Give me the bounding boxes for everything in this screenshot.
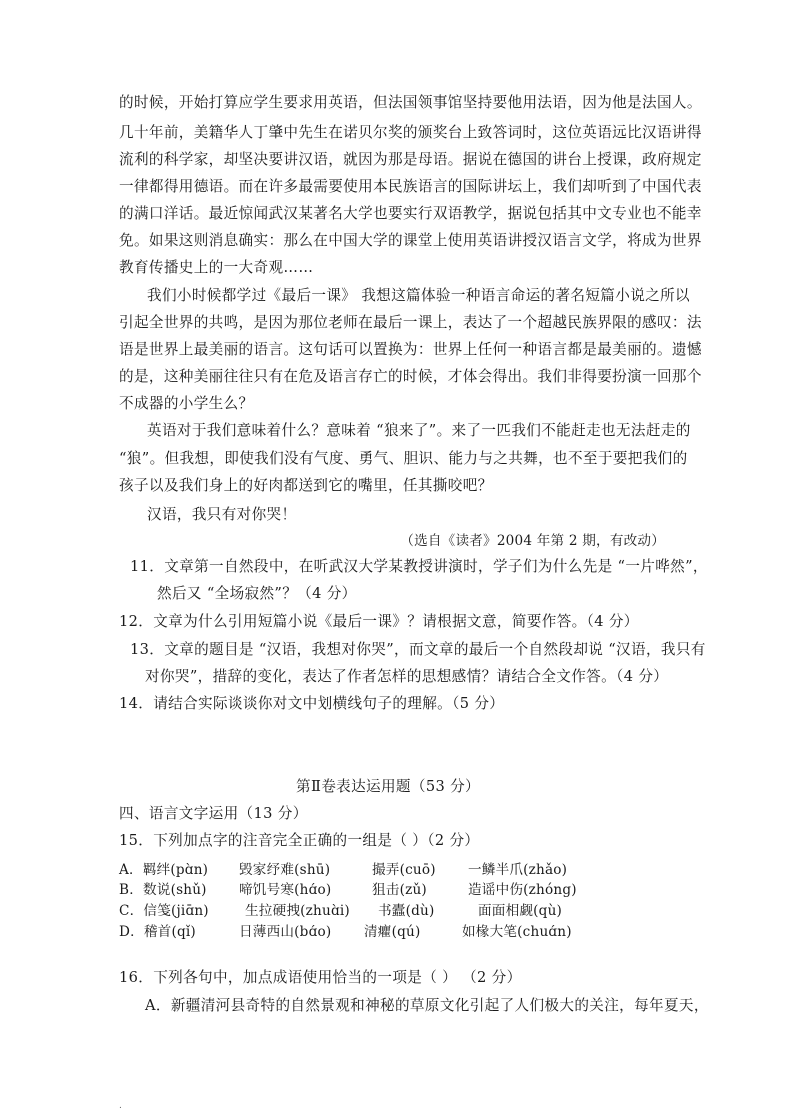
- question-16-stem: 16．下列各句中，加点成语使用恰当的一项是（ ） （2 分）: [119, 969, 522, 986]
- passage-line: 不成器的小学生么？: [119, 395, 254, 412]
- passage-line: 孩子以及我们身上的好肉都送到它的嘴里，任其撕咬吧？: [119, 477, 493, 494]
- passage-line: 免。如果这则消息确实：那么在中国大学的课堂上使用英语讲授汉语言文学，将成为世界: [119, 232, 702, 249]
- q15-option-c-3: 书蠹(dù): [378, 903, 435, 919]
- passage-line: 的满口洋话。最近惊闻武汉某著名大学也要实行双语教学，据说包括其中文专业也不能幸: [119, 205, 702, 222]
- question-14: 14．请结合实际谈谈你对文中划横线句子的理解。（5 分）: [119, 695, 505, 712]
- q15-option-b-4: 造谣中伤(zhóng): [468, 882, 577, 898]
- passage-line: “狼”。但我想，即使我们没有气度、勇气、胆识、能力与之共舞，也不至于要把我们的: [119, 450, 688, 467]
- passage-line: 引起全世界的共鸣，是因为那位老师在最后一课上，表达了一个超越民族界限的感叹：法: [119, 314, 702, 331]
- passage-line: 英语对于我们意味着什么？意味着 “狼来了”。来了一匹我们不能赶走也无法赶走的: [147, 422, 691, 439]
- q15-option-b-1: B．数说(shǔ): [119, 882, 207, 898]
- question-12: 12．文章为什么引用短篇小说《最后一课》？请根据文意，简要作答。（4 分）: [119, 613, 639, 630]
- question-11-cont: 然后又 “全场寂然”？（4 分）: [157, 585, 357, 602]
- q15-option-d-4: 如椽大笔(chuɑ́n): [462, 924, 572, 940]
- q15-option-b-2: 啼饥号寒(hɑ́o): [239, 882, 332, 898]
- q15-option-c-1: C．信笺(jiɑ̄n): [119, 903, 209, 919]
- q15-option-a-1: A．羁绊(pɑ̀n): [119, 862, 209, 878]
- q16-option-a: A．新疆清河县奇特的自然景观和神秘的草原文化引起了人们极大的关注，每年夏天，: [145, 997, 709, 1014]
- passage-line: 的是，这种美丽往往只有在危及语言存亡的时候，才体会得出。我们非得要扮演一回那个: [119, 368, 702, 385]
- passage-line: 一律都得用德语。而在许多最需要使用本民族语言的国际讲坛上，我们却听到了中国代表: [119, 178, 702, 195]
- question-11: 11．文章第一自然段中，在听武汉大学某教授讲演时，学子们为什么先是 “一片哗然”，: [130, 558, 708, 575]
- q15-option-a-2: 毁家纾难(shū): [239, 862, 331, 878]
- section-title: 第Ⅱ卷表达运用题（53 分）: [296, 778, 480, 795]
- q15-option-c-4: 面面相觑(qù): [478, 903, 563, 919]
- question-15-stem: 15．下列加点字的注音完全正确的一组是（ ）（2 分）: [119, 832, 480, 849]
- footer-mark: .: [119, 1101, 122, 1111]
- q15-option-a-4: 一鳞半爪(zhǎo): [468, 862, 568, 878]
- section-subtitle: 四、语言文字运用（13 分）: [119, 805, 308, 822]
- q15-option-a-3: 撮弄(cuō): [372, 862, 436, 878]
- passage-line: 汉语，我只有对你哭！: [147, 506, 297, 523]
- q15-option-b-3: 狙击(zǔ): [372, 882, 427, 898]
- question-13: 13．文章的题目是 “汉语，我想对你哭”，而文章的最后一个自然段却说 “汉语，我只有: [130, 641, 706, 658]
- passage-line: 教育传播史上的一大奇观……: [119, 259, 314, 276]
- q15-option-d-2: 日薄西山(bɑ́o): [239, 924, 332, 940]
- passage-line: 我们小时候都学过《最后一课》 我想这篇体验一种语言命运的著名短篇小说之所以: [147, 287, 690, 304]
- passage-line: 几十年前，美籍华人丁肇中先生在诺贝尔奖的颁奖台上致答词时，这位英语远比汉语讲得: [119, 124, 702, 141]
- q15-option-c-2: 生拉硬拽(zhuɑ̀i): [245, 903, 350, 919]
- passage-line: 语是世界上最美丽的语言。这句话可以置换为：世界上任何一种语言都是最美丽的。遗憾: [119, 341, 702, 358]
- passage-line: 的时候，开始打算应学生要求用英语，但法国领事馆坚持要他用法语，因为他是法国人。: [119, 94, 702, 111]
- passage-line: 流利的科学家，却坚决要讲汉语，就因为那是母语。据说在德国的讲台上授课，政府规定: [119, 151, 702, 168]
- q15-option-d-1: D．稽首(qǐ): [119, 924, 196, 940]
- question-13-cont: 对你哭”，措辞的变化，表达了作者怎样的思想感情？请结合全文作答。（4 分）: [145, 668, 669, 685]
- q15-option-d-3: 清癯(qú): [364, 924, 421, 940]
- source-citation: （选自《读者》2004 年第 2 期，有改动）: [400, 533, 665, 549]
